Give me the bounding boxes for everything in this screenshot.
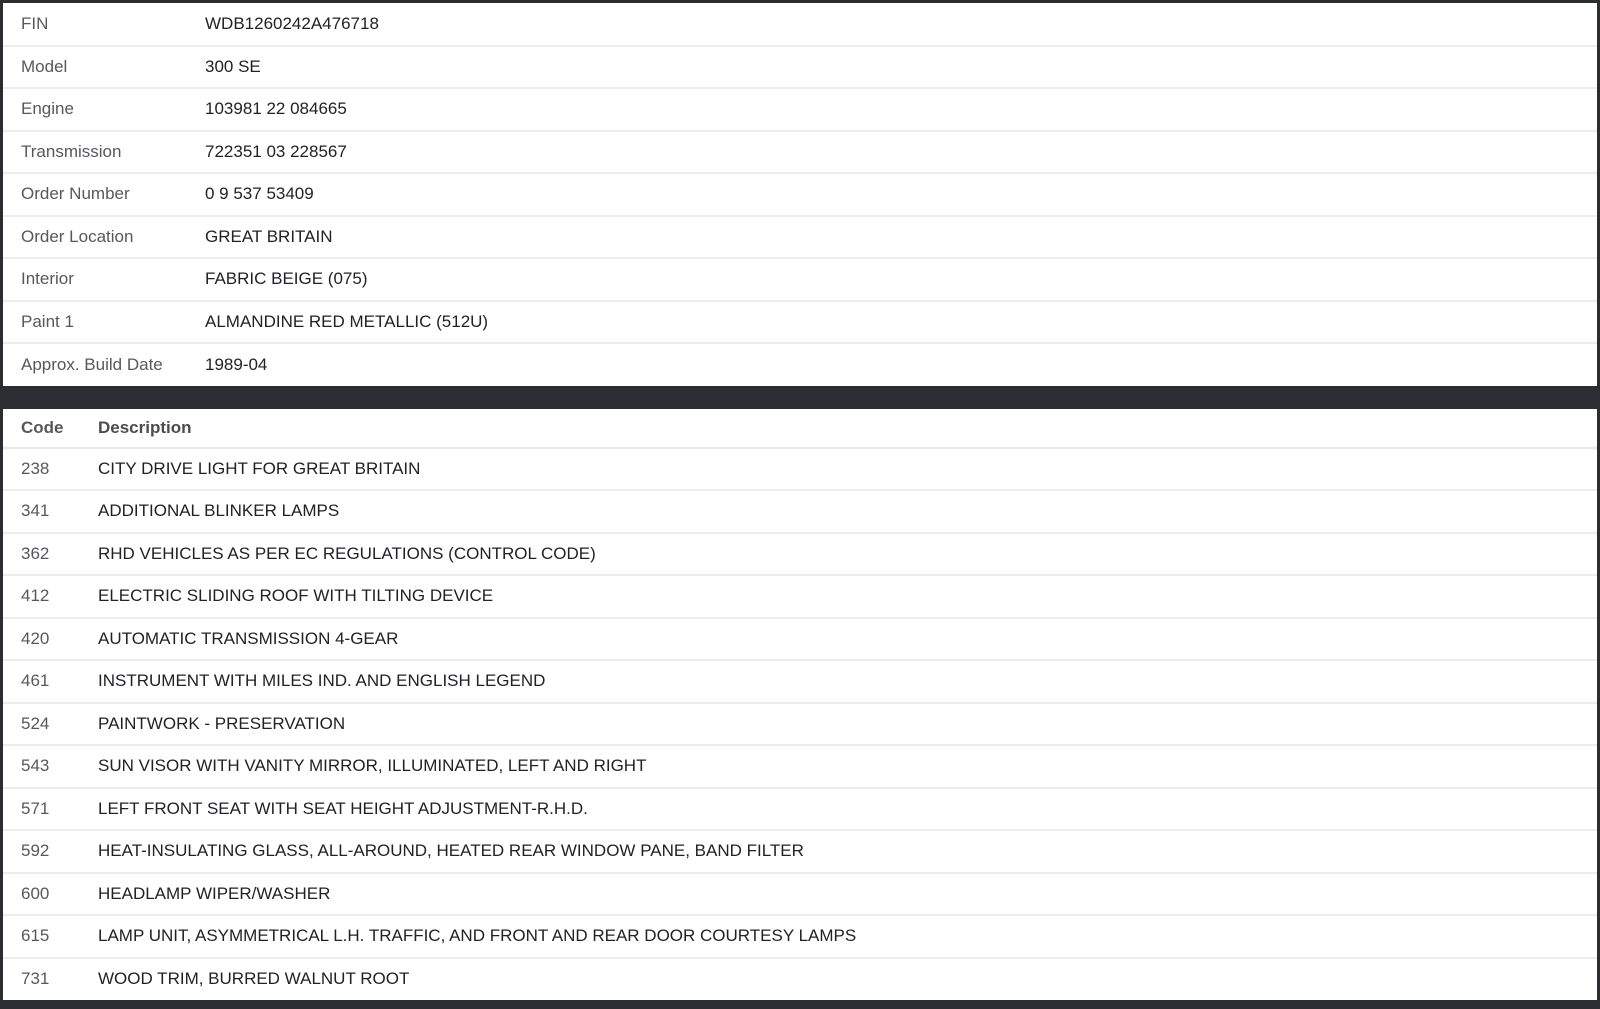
option-code: 571 (3, 788, 98, 831)
option-code: 524 (3, 703, 98, 746)
option-description: AUTOMATIC TRANSMISSION 4-GEAR (98, 618, 1597, 661)
option-row (3, 703, 1597, 746)
option-description: CITY DRIVE LIGHT FOR GREAT BRITAIN (98, 458, 421, 478)
option-code: 412 (3, 575, 98, 618)
field-value-order-number: 0 9 537 53409 (205, 173, 1597, 216)
option-code: 341 (3, 490, 98, 533)
option-row (3, 448, 1597, 491)
option-description: ADDITIONAL BLINKER LAMPS (98, 490, 1597, 533)
field-label-order-number: Order Number (3, 173, 205, 216)
field-value-transmission: 722351 03 228567 (205, 131, 1597, 174)
header-row (3, 409, 1597, 448)
table-row (3, 131, 1597, 174)
field-label-interior: Interior (3, 258, 205, 301)
option-row (3, 745, 1597, 788)
option-description: INSTRUMENT WITH MILES IND. AND ENGLISH LEGEND (98, 660, 1597, 703)
field-value-interior: FABRIC BEIGE (075) (205, 258, 1597, 301)
option-code: 615 (3, 915, 98, 958)
field-value-paint: ALMANDINE RED METALLIC (512U) (205, 301, 1597, 344)
vehicle-info-table (3, 3, 1597, 386)
option-codes-table (3, 409, 1597, 1001)
option-code: 543 (3, 745, 98, 788)
option-code: 238 (21, 458, 50, 478)
table-row (3, 88, 1597, 131)
option-row (3, 490, 1597, 533)
field-label-transmission: Transmission (3, 131, 205, 174)
option-row (3, 660, 1597, 703)
option-description: LAMP UNIT, ASYMMETRICAL L.H. TRAFFIC, AND FRONT AND REAR DOOR COURTESY LAMPS (98, 915, 1597, 958)
option-description: RHD VEHICLES AS PER EC REGULATIONS (CONTROL CODE) (98, 533, 1597, 576)
table-row (3, 173, 1597, 216)
field-value-order-location: GREAT BRITAIN (205, 216, 1597, 259)
table-row (3, 46, 1597, 89)
option-row (3, 873, 1597, 916)
option-row (3, 618, 1597, 661)
option-code: 362 (3, 533, 98, 576)
option-code: 731 (3, 958, 98, 1001)
field-label-fin: FIN (21, 13, 49, 33)
field-value-model: 300 SE (205, 46, 1597, 89)
option-description: HEADLAMP WIPER/WASHER (98, 873, 1597, 916)
field-label-paint: Paint 1 (3, 301, 205, 344)
option-row (3, 958, 1597, 1001)
option-description: LEFT FRONT SEAT WITH SEAT HEIGHT ADJUSTMENT-R.H.D. (98, 788, 1597, 831)
table-row (3, 216, 1597, 259)
field-value-engine: 103981 22 084665 (205, 88, 1597, 131)
option-code: 592 (3, 830, 98, 873)
field-label-build-date: Approx. Build Date (3, 343, 205, 386)
option-row (3, 830, 1597, 873)
table-row (3, 343, 1597, 386)
option-description: SUN VISOR WITH VANITY MIRROR, ILLUMINATED, LEFT AND RIGHT (98, 745, 1597, 788)
option-code: 600 (3, 873, 98, 916)
option-codes-card (3, 409, 1597, 1001)
option-code: 461 (3, 660, 98, 703)
option-description: HEAT-INSULATING GLASS, ALL-AROUND, HEATED REAR WINDOW PANE, BAND FILTER (98, 830, 1597, 873)
table-row (3, 258, 1597, 301)
field-value-fin: WDB1260242A476718 (205, 13, 379, 33)
option-description: PAINTWORK - PRESERVATION (98, 703, 1597, 746)
option-row (3, 788, 1597, 831)
field-label-model: Model (3, 46, 205, 89)
option-row (3, 915, 1597, 958)
vehicle-info-card (3, 3, 1597, 386)
section-divider (3, 386, 1597, 409)
option-code: 420 (3, 618, 98, 661)
table-row (3, 3, 1597, 46)
field-label-engine: Engine (3, 88, 205, 131)
option-description: WOOD TRIM, BURRED WALNUT ROOT (98, 958, 1597, 1001)
description-column-header: Description (98, 409, 1597, 448)
option-row (3, 575, 1597, 618)
field-label-order-location: Order Location (3, 216, 205, 259)
option-row (3, 533, 1597, 576)
code-column-header: Code (3, 409, 98, 448)
table-row (3, 301, 1597, 344)
field-value-build-date: 1989-04 (205, 343, 1597, 386)
option-description: ELECTRIC SLIDING ROOF WITH TILTING DEVICE (98, 575, 1597, 618)
